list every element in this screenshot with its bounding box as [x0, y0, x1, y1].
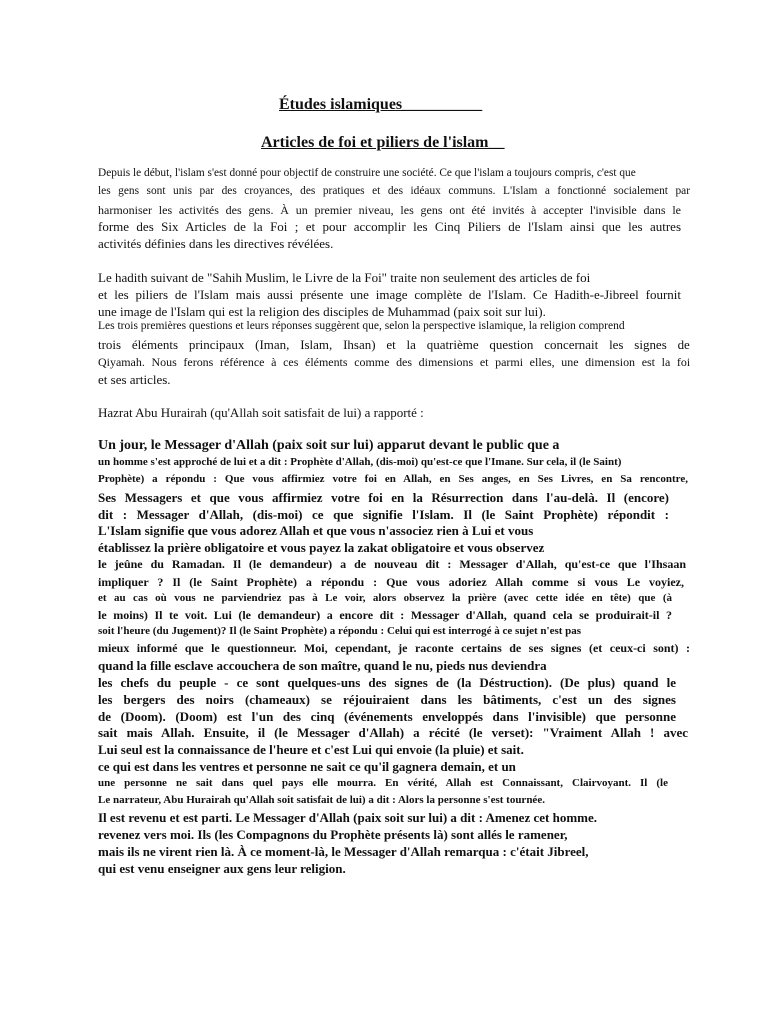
text-line: Le narrateur, Abu Hurairah qu'Allah soit satisfait de lui) a dit : Alors la personne s'est tournée. — [98, 794, 545, 806]
text-line: forme des Six Articles de la Foi ; et pour accomplir les Cinq Piliers de l'Islam ainsi que les autres — [98, 219, 681, 234]
page-title: Études islamiques__________ — [279, 96, 483, 113]
text-line: qui est venu enseigner aux gens leur religion. — [98, 861, 346, 876]
text-line: quand la fille esclave accouchera de son maître, quand le nu, pieds nus deviendra — [98, 658, 547, 673]
text-line: dit : Messager d'Allah, (dis-moi) ce que signifie l'Islam. Il (le Saint Prophète) répondit : — [98, 507, 669, 522]
text-line: Le hadith suivant de "Sahih Muslim, le Livre de la Foi" traite non seulement des articles de foi — [98, 270, 591, 285]
text-line: un homme s'est approché de lui et a dit : Prophète d'Allah, (dis-moi) qu'est-ce que l'Imane. Sur cela, il (le Saint) — [98, 456, 622, 468]
text-line: mais ils ne virent rien là. À ce moment-là, le Messager d'Allah remarqua : c'était Jibreel, — [98, 844, 589, 859]
text-line: et au cas où vous ne parviendriez pas à Le voir, alors observez la prière (avec cette idée en tête) que (à — [98, 592, 672, 604]
text-line: impliquer ? Il (le Saint Prophète) a répondu : Que vous adoriez Allah comme si vous Le voyiez, — [98, 575, 684, 589]
text-line: le jeûne du Ramadan. Il (le demandeur) a de nouveau dit : Messager d'Allah, qu'est-ce que l'Ihsaan — [98, 557, 686, 571]
text-line: le moins) Il te voit. Lui (le demandeur) a encore dit : Messager d'Allah, quand cela se produirait-il ? — [98, 608, 672, 622]
text-line: et les piliers de l'Islam mais aussi présente une image complète de l'Islam. Ce Hadith-e-Jibreel fournit — [98, 287, 681, 302]
text-line: une image de l'Islam qui est la religion des disciples de Muhammad (paix soit sur lui). — [98, 304, 546, 319]
text-line: sait mais Allah. Ensuite, il (le Messager d'Allah) a récité (le verset): "Vraiment Allah ! avec — [98, 725, 688, 740]
text-line: trois éléments principaux (Iman, Islam, Ihsan) et la quatrième question concernait les signes de — [98, 337, 690, 352]
text-line: ce qui est dans les ventres et personne ne sait ce qu'il gagnera demain, et un — [98, 759, 516, 774]
text-line: Il est revenu et est parti. Le Messager d'Allah (paix soit sur lui) a dit : Amenez cet homme. — [98, 810, 597, 825]
text-line: les chefs du peuple - ce sont quelques-uns des signes de (la Déstruction). (De plus) quand le — [98, 675, 676, 690]
text-line: de (Doom). (Doom) est l'un des cinq (événements enveloppés dans l'invisible) que personne — [98, 709, 676, 724]
text-line: une personne ne sait dans quel pays elle mourra. En vérité, Allah est Connaissant, Clairvoyant. Il (le — [98, 777, 668, 789]
text-line: Depuis le début, l'islam s'est donné pour objectif de construire une société. Ce que l'islam a toujours compris, c'est que — [98, 167, 636, 179]
text-line: les gens sont unis par des croyances, des pratiques et des idéaux communs. L'Islam a fonctionné socialement par — [98, 185, 691, 197]
text-line: activités définies dans les directives révélées. — [98, 236, 334, 251]
text-line: Lui seul est la connaissance de l'heure et c'est Lui qui envoie (la pluie) et sait. — [98, 742, 524, 757]
text-line: Qiyamah. Nous ferons référence à ces éléments comme des dimensions et parmi elles, une dimension est la foi — [98, 355, 691, 369]
text-line: mieux informé que le questionneur. Moi, cependant, je raconte certains de ses signes (et ceux-ci sont) : — [98, 641, 690, 655]
text-line: soit l'heure (du Jugement)? Il (le Saint Prophète) a répondu : Celui qui est interrogé à ce sujet n'est pas — [98, 625, 582, 637]
text-line: Prophète) a répondu : Que vous affirmiez votre foi en Allah, en Ses anges, en Ses Livres, en Sa rencontre, — [98, 473, 688, 485]
text-line: Hazrat Abu Hurairah (qu'Allah soit satisfait de lui) a rapporté : — [98, 405, 424, 420]
text-line: et ses articles. — [98, 372, 171, 387]
text-line: Un jour, le Messager d'Allah (paix soit sur lui) apparut devant le public que a — [98, 438, 560, 453]
text-line: L'Islam signifie que vous adorez Allah et que vous n'associez rien à Lui et vous — [98, 523, 534, 538]
text-line: harmoniser les activités des gens. À un premier niveau, les gens ont été invités à accepter l'invisible dans le — [98, 203, 681, 217]
text-line: revenez vers moi. Ils (les Compagnons du Prophète présents là) sont allés le ramener, — [98, 827, 568, 842]
text-line: Ses Messagers et que vous affirmiez votre foi en la Résurrection dans l'au-delà. Il (encore) — [98, 490, 669, 505]
text-line: établissez la prière obligatoire et vous payez la zakat obligatoire et vous observez — [98, 540, 545, 555]
text-line: Les trois premières questions et leurs réponses suggèrent que, selon la perspective islamique, la religion comprend — [98, 320, 625, 332]
page-subtitle: Articles de foi et piliers de l'islam__ — [261, 134, 505, 151]
text-line: les bergers des noirs (chameaux) se réjouiraient dans les bâtiments, c'est un des signes — [98, 692, 676, 707]
